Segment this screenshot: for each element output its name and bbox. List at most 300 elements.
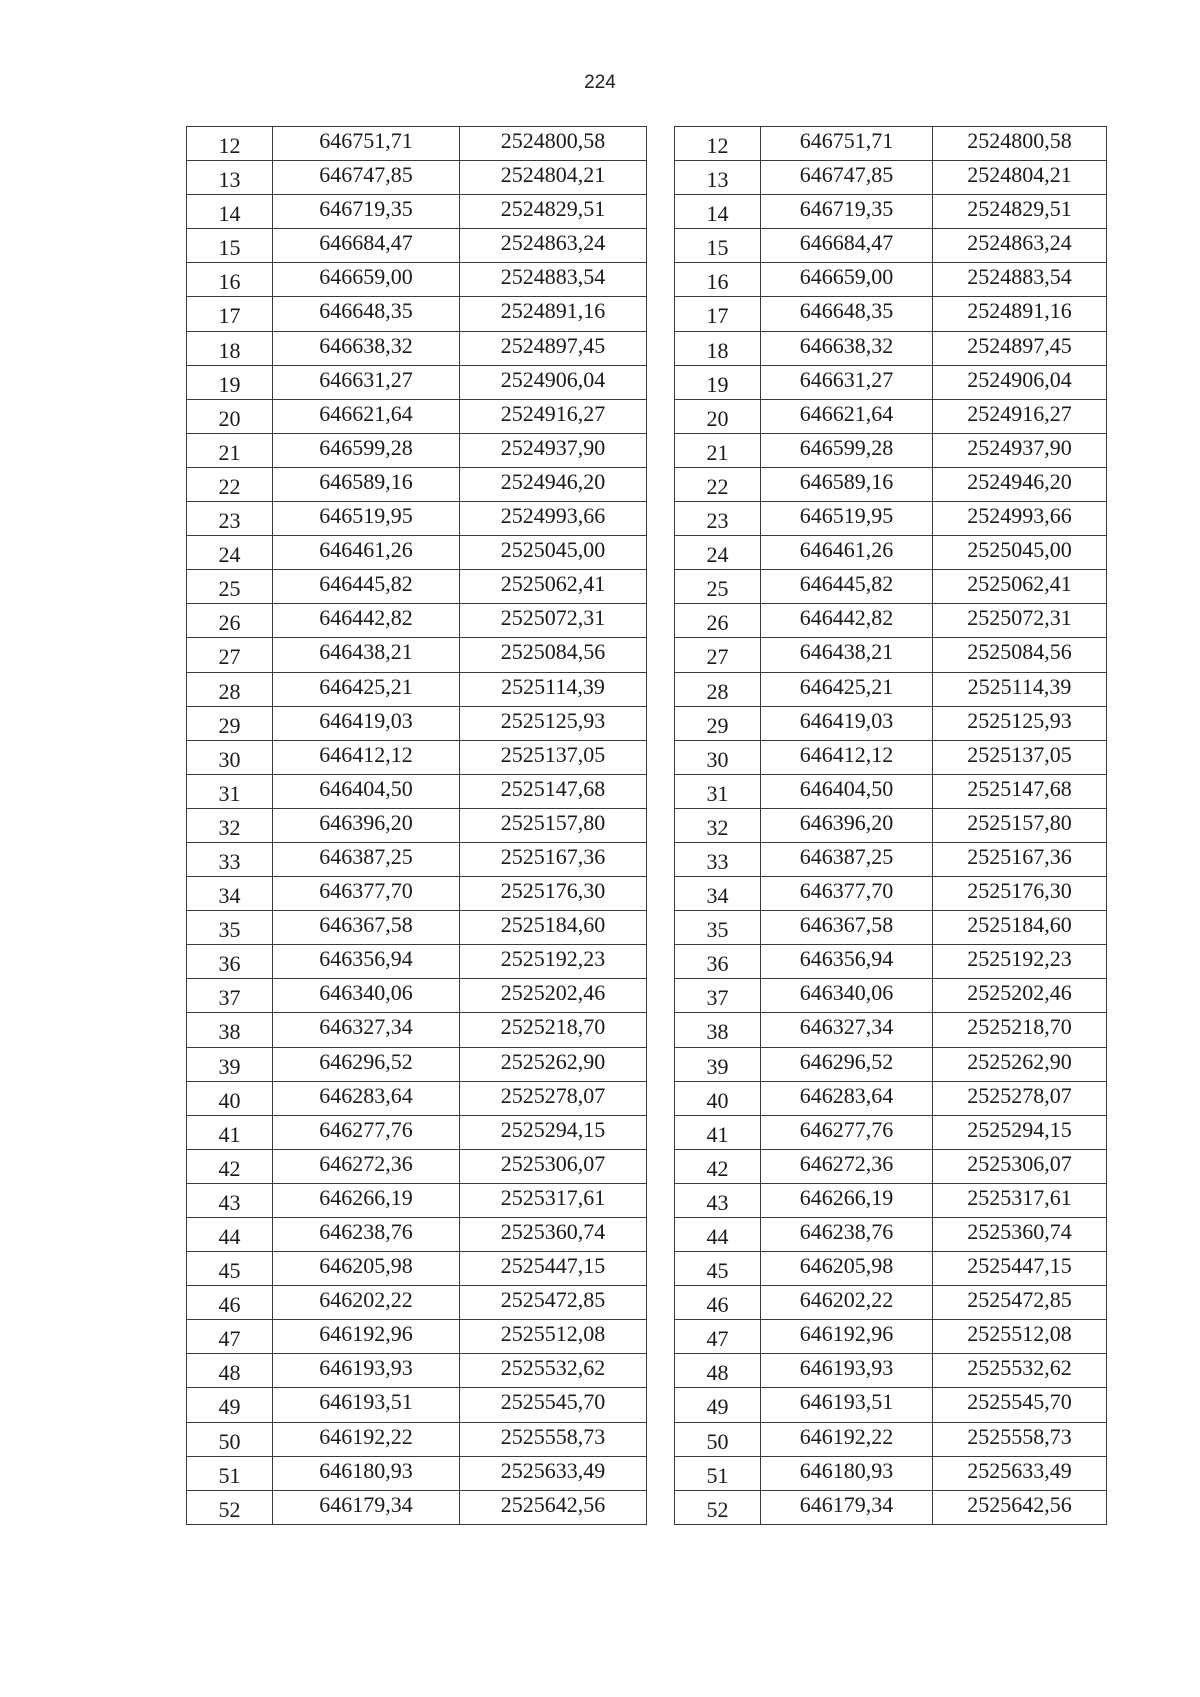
y-coordinate-cell: 2524804,21 [460,161,647,195]
x-coordinate-cell: 646238,76 [761,1218,933,1252]
x-coordinate-cell: 646193,51 [273,1388,460,1422]
y-coordinate-cell: 2524829,51 [460,195,647,229]
point-number-cell: 42 [675,1149,761,1183]
y-coordinate-cell: 2525045,00 [933,536,1107,570]
y-coordinate-cell: 2525512,08 [933,1320,1107,1354]
point-number-cell: 50 [675,1422,761,1456]
table-row [187,365,647,399]
x-coordinate-cell: 646192,96 [761,1320,933,1354]
table-row [675,1422,1107,1456]
x-coordinate-cell: 646356,94 [761,945,933,979]
point-number-cell: 20 [675,399,761,433]
point-number-cell: 35 [187,911,273,945]
table-row [675,536,1107,570]
x-coordinate-cell: 646277,76 [273,1115,460,1149]
table-row [187,1013,647,1047]
x-coordinate-cell: 646387,25 [761,842,933,876]
point-number-cell: 44 [187,1218,273,1252]
table-row [675,1286,1107,1320]
x-coordinate-cell: 646179,34 [761,1490,933,1524]
point-number-cell: 13 [675,161,761,195]
y-coordinate-cell: 2524937,90 [460,433,647,467]
y-coordinate-cell: 2524993,66 [933,502,1107,536]
table-row [187,1115,647,1149]
table-row [675,365,1107,399]
x-coordinate-cell: 646202,22 [273,1286,460,1320]
table-row [187,1252,647,1286]
table-row [187,229,647,263]
y-coordinate-cell: 2525084,56 [460,638,647,672]
x-coordinate-cell: 646296,52 [273,1047,460,1081]
point-number-cell: 49 [187,1388,273,1422]
x-coordinate-cell: 646519,95 [761,502,933,536]
table-row [187,1388,647,1422]
y-coordinate-cell: 2525137,05 [933,740,1107,774]
y-coordinate-cell: 2525167,36 [460,842,647,876]
point-number-cell: 45 [675,1252,761,1286]
y-coordinate-cell: 2524829,51 [933,195,1107,229]
y-coordinate-cell: 2525642,56 [460,1490,647,1524]
table-row [187,1218,647,1252]
y-coordinate-cell: 2525532,62 [933,1354,1107,1388]
x-coordinate-cell: 646327,34 [761,1013,933,1047]
y-coordinate-cell: 2525278,07 [460,1081,647,1115]
x-coordinate-cell: 646442,82 [761,604,933,638]
point-number-cell: 31 [187,774,273,808]
x-coordinate-cell: 646621,64 [761,399,933,433]
x-coordinate-cell: 646519,95 [273,502,460,536]
x-coordinate-cell: 646272,36 [273,1149,460,1183]
point-number-cell: 36 [675,945,761,979]
x-coordinate-cell: 646621,64 [273,399,460,433]
table-row [675,263,1107,297]
table-row [675,1456,1107,1490]
x-coordinate-cell: 646404,50 [273,774,460,808]
x-coordinate-cell: 646589,16 [273,467,460,501]
y-coordinate-cell: 2525184,60 [460,911,647,945]
y-coordinate-cell: 2525157,80 [933,808,1107,842]
point-number-cell: 21 [675,433,761,467]
x-coordinate-cell: 646659,00 [273,263,460,297]
point-number-cell: 40 [675,1081,761,1115]
x-coordinate-cell: 646599,28 [273,433,460,467]
y-coordinate-cell: 2524891,16 [460,297,647,331]
x-coordinate-cell: 646648,35 [273,297,460,331]
point-number-cell: 40 [187,1081,273,1115]
table-row [675,945,1107,979]
point-number-cell: 15 [187,229,273,263]
x-coordinate-cell: 646266,19 [761,1183,933,1217]
y-coordinate-cell: 2525202,46 [933,979,1107,1013]
y-coordinate-cell: 2525262,90 [933,1047,1107,1081]
table-row [187,706,647,740]
point-number-cell: 22 [675,467,761,501]
table-row [675,979,1107,1013]
x-coordinate-cell: 646202,22 [761,1286,933,1320]
x-coordinate-cell: 646296,52 [761,1047,933,1081]
y-coordinate-cell: 2525072,31 [460,604,647,638]
point-number-cell: 34 [187,877,273,911]
x-coordinate-cell: 646367,58 [761,911,933,945]
table-row [187,195,647,229]
y-coordinate-cell: 2525360,74 [460,1218,647,1252]
y-coordinate-cell: 2524897,45 [460,331,647,365]
point-number-cell: 14 [187,195,273,229]
table-row [675,1354,1107,1388]
table-row [187,1183,647,1217]
y-coordinate-cell: 2525447,15 [460,1252,647,1286]
point-number-cell: 38 [675,1013,761,1047]
y-coordinate-cell: 2525114,39 [933,672,1107,706]
point-number-cell: 32 [187,808,273,842]
point-number-cell: 46 [187,1286,273,1320]
point-number-cell: 21 [187,433,273,467]
point-number-cell: 14 [675,195,761,229]
x-coordinate-cell: 646425,21 [273,672,460,706]
table-row [675,1149,1107,1183]
x-coordinate-cell: 646356,94 [273,945,460,979]
point-number-cell: 47 [187,1320,273,1354]
table-row [187,740,647,774]
table-row [187,774,647,808]
table-row [675,1388,1107,1422]
table-row [675,1490,1107,1524]
point-number-cell: 28 [675,672,761,706]
point-number-cell: 24 [187,536,273,570]
x-coordinate-cell: 646751,71 [273,127,460,161]
point-number-cell: 30 [675,740,761,774]
y-coordinate-cell: 2525125,93 [460,706,647,740]
y-coordinate-cell: 2524804,21 [933,161,1107,195]
point-number-cell: 42 [187,1149,273,1183]
y-coordinate-cell: 2525532,62 [460,1354,647,1388]
table-row [187,127,647,161]
y-coordinate-cell: 2525512,08 [460,1320,647,1354]
y-coordinate-cell: 2525262,90 [460,1047,647,1081]
y-coordinate-cell: 2525167,36 [933,842,1107,876]
y-coordinate-cell: 2525072,31 [933,604,1107,638]
y-coordinate-cell: 2525633,49 [460,1456,647,1490]
coordinates-table-right-body [675,127,1107,1525]
table-row [187,808,647,842]
point-number-cell: 37 [187,979,273,1013]
x-coordinate-cell: 646461,26 [273,536,460,570]
table-row [187,1081,647,1115]
y-coordinate-cell: 2525278,07 [933,1081,1107,1115]
point-number-cell: 33 [675,842,761,876]
point-number-cell: 12 [187,127,273,161]
y-coordinate-cell: 2525472,85 [460,1286,647,1320]
y-coordinate-cell: 2524883,54 [460,263,647,297]
y-coordinate-cell: 2524906,04 [933,365,1107,399]
point-number-cell: 52 [675,1490,761,1524]
x-coordinate-cell: 646589,16 [761,467,933,501]
table-row [187,1456,647,1490]
x-coordinate-cell: 646419,03 [761,706,933,740]
point-number-cell: 41 [187,1115,273,1149]
table-row [675,570,1107,604]
table-row [675,297,1107,331]
x-coordinate-cell: 646684,47 [761,229,933,263]
table-row [187,1422,647,1456]
point-number-cell: 26 [187,604,273,638]
y-coordinate-cell: 2525306,07 [460,1149,647,1183]
point-number-cell: 39 [675,1047,761,1081]
x-coordinate-cell: 646377,70 [761,877,933,911]
y-coordinate-cell: 2524937,90 [933,433,1107,467]
y-coordinate-cell: 2525062,41 [460,570,647,604]
table-row [675,740,1107,774]
table-row [187,911,647,945]
table-row [675,1047,1107,1081]
table-row [675,467,1107,501]
y-coordinate-cell: 2525045,00 [460,536,647,570]
point-number-cell: 26 [675,604,761,638]
point-number-cell: 23 [675,502,761,536]
y-coordinate-cell: 2525545,70 [933,1388,1107,1422]
y-coordinate-cell: 2524891,16 [933,297,1107,331]
point-number-cell: 31 [675,774,761,808]
point-number-cell: 38 [187,1013,273,1047]
x-coordinate-cell: 646648,35 [761,297,933,331]
y-coordinate-cell: 2524916,27 [933,399,1107,433]
table-row [675,1115,1107,1149]
point-number-cell: 39 [187,1047,273,1081]
y-coordinate-cell: 2525294,15 [460,1115,647,1149]
y-coordinate-cell: 2525192,23 [933,945,1107,979]
y-coordinate-cell: 2525294,15 [933,1115,1107,1149]
table-row [187,672,647,706]
point-number-cell: 32 [675,808,761,842]
x-coordinate-cell: 646747,85 [761,161,933,195]
table-row [187,536,647,570]
page-number: 224 [584,72,616,93]
table-row [675,638,1107,672]
y-coordinate-cell: 2525184,60 [933,911,1107,945]
x-coordinate-cell: 646751,71 [761,127,933,161]
point-number-cell: 43 [187,1183,273,1217]
table-row [675,706,1107,740]
table-row [187,502,647,536]
x-coordinate-cell: 646396,20 [273,808,460,842]
table-row [675,1183,1107,1217]
y-coordinate-cell: 2525642,56 [933,1490,1107,1524]
x-coordinate-cell: 646192,22 [761,1422,933,1456]
x-coordinate-cell: 646404,50 [761,774,933,808]
x-coordinate-cell: 646387,25 [273,842,460,876]
x-coordinate-cell: 646367,58 [273,911,460,945]
x-coordinate-cell: 646461,26 [761,536,933,570]
y-coordinate-cell: 2525218,70 [933,1013,1107,1047]
x-coordinate-cell: 646599,28 [761,433,933,467]
point-number-cell: 44 [675,1218,761,1252]
table-row [675,808,1107,842]
point-number-cell: 24 [675,536,761,570]
x-coordinate-cell: 646684,47 [273,229,460,263]
table-row [675,604,1107,638]
table-row [187,1490,647,1524]
table-row [675,1013,1107,1047]
table-row [675,331,1107,365]
x-coordinate-cell: 646631,27 [273,365,460,399]
y-coordinate-cell: 2524883,54 [933,263,1107,297]
table-row [675,1320,1107,1354]
table-row [675,877,1107,911]
point-number-cell: 47 [675,1320,761,1354]
coordinates-table-left [186,126,647,1525]
table-row [187,399,647,433]
y-coordinate-cell: 2525137,05 [460,740,647,774]
point-number-cell: 34 [675,877,761,911]
x-coordinate-cell: 646283,64 [273,1081,460,1115]
y-coordinate-cell: 2525360,74 [933,1218,1107,1252]
y-coordinate-cell: 2524916,27 [460,399,647,433]
point-number-cell: 52 [187,1490,273,1524]
table-row [187,1286,647,1320]
y-coordinate-cell: 2524897,45 [933,331,1107,365]
point-number-cell: 18 [675,331,761,365]
y-coordinate-cell: 2525306,07 [933,1149,1107,1183]
y-coordinate-cell: 2525125,93 [933,706,1107,740]
point-number-cell: 19 [187,365,273,399]
x-coordinate-cell: 646438,21 [761,638,933,672]
x-coordinate-cell: 646396,20 [761,808,933,842]
x-coordinate-cell: 646719,35 [761,195,933,229]
x-coordinate-cell: 646377,70 [273,877,460,911]
y-coordinate-cell: 2524800,58 [460,127,647,161]
x-coordinate-cell: 646442,82 [273,604,460,638]
x-coordinate-cell: 646340,06 [273,979,460,1013]
y-coordinate-cell: 2525633,49 [933,1456,1107,1490]
y-coordinate-cell: 2525218,70 [460,1013,647,1047]
y-coordinate-cell: 2525147,68 [933,774,1107,808]
x-coordinate-cell: 646340,06 [761,979,933,1013]
table-row [675,502,1107,536]
x-coordinate-cell: 646425,21 [761,672,933,706]
y-coordinate-cell: 2525114,39 [460,672,647,706]
point-number-cell: 49 [675,1388,761,1422]
table-row [187,433,647,467]
point-number-cell: 29 [675,706,761,740]
table-row [187,1320,647,1354]
point-number-cell: 51 [675,1456,761,1490]
x-coordinate-cell: 646327,34 [273,1013,460,1047]
point-number-cell: 51 [187,1456,273,1490]
point-number-cell: 16 [187,263,273,297]
y-coordinate-cell: 2525317,61 [460,1183,647,1217]
point-number-cell: 20 [187,399,273,433]
y-coordinate-cell: 2525558,73 [460,1422,647,1456]
x-coordinate-cell: 646266,19 [273,1183,460,1217]
y-coordinate-cell: 2525202,46 [460,979,647,1013]
table-row [675,842,1107,876]
y-coordinate-cell: 2524906,04 [460,365,647,399]
table-row [187,842,647,876]
table-row [675,672,1107,706]
table-row [675,399,1107,433]
point-number-cell: 46 [675,1286,761,1320]
y-coordinate-cell: 2524946,20 [933,467,1107,501]
y-coordinate-cell: 2525558,73 [933,1422,1107,1456]
point-number-cell: 37 [675,979,761,1013]
y-coordinate-cell: 2524863,24 [933,229,1107,263]
table-row [675,774,1107,808]
x-coordinate-cell: 646193,51 [761,1388,933,1422]
point-number-cell: 28 [187,672,273,706]
x-coordinate-cell: 646719,35 [273,195,460,229]
point-number-cell: 29 [187,706,273,740]
coordinates-table-left-body [187,127,647,1525]
point-number-cell: 27 [675,638,761,672]
point-number-cell: 35 [675,911,761,945]
x-coordinate-cell: 646659,00 [761,263,933,297]
x-coordinate-cell: 646192,22 [273,1422,460,1456]
table-row [187,331,647,365]
x-coordinate-cell: 646412,12 [761,740,933,774]
table-row [675,433,1107,467]
y-coordinate-cell: 2524800,58 [933,127,1107,161]
point-number-cell: 30 [187,740,273,774]
point-number-cell: 13 [187,161,273,195]
y-coordinate-cell: 2525447,15 [933,1252,1107,1286]
y-coordinate-cell: 2525317,61 [933,1183,1107,1217]
x-coordinate-cell: 646193,93 [761,1354,933,1388]
y-coordinate-cell: 2525147,68 [460,774,647,808]
table-row [675,127,1107,161]
point-number-cell: 22 [187,467,273,501]
y-coordinate-cell: 2525472,85 [933,1286,1107,1320]
point-number-cell: 33 [187,842,273,876]
x-coordinate-cell: 646238,76 [273,1218,460,1252]
x-coordinate-cell: 646445,82 [273,570,460,604]
x-coordinate-cell: 646192,96 [273,1320,460,1354]
x-coordinate-cell: 646638,32 [761,331,933,365]
x-coordinate-cell: 646205,98 [273,1252,460,1286]
table-row [187,638,647,672]
x-coordinate-cell: 646205,98 [761,1252,933,1286]
point-number-cell: 16 [675,263,761,297]
y-coordinate-cell: 2525176,30 [460,877,647,911]
point-number-cell: 41 [675,1115,761,1149]
x-coordinate-cell: 646193,93 [273,1354,460,1388]
table-row [675,1081,1107,1115]
point-number-cell: 45 [187,1252,273,1286]
y-coordinate-cell: 2524993,66 [460,502,647,536]
table-row [187,467,647,501]
y-coordinate-cell: 2525084,56 [933,638,1107,672]
x-coordinate-cell: 646419,03 [273,706,460,740]
point-number-cell: 12 [675,127,761,161]
table-row [187,297,647,331]
point-number-cell: 18 [187,331,273,365]
y-coordinate-cell: 2525192,23 [460,945,647,979]
table-row [187,263,647,297]
table-row [187,877,647,911]
x-coordinate-cell: 646180,93 [273,1456,460,1490]
table-row [675,195,1107,229]
table-row [187,1354,647,1388]
point-number-cell: 25 [675,570,761,604]
y-coordinate-cell: 2525176,30 [933,877,1107,911]
point-number-cell: 27 [187,638,273,672]
table-row [187,1149,647,1183]
y-coordinate-cell: 2525157,80 [460,808,647,842]
point-number-cell: 36 [187,945,273,979]
x-coordinate-cell: 646277,76 [761,1115,933,1149]
x-coordinate-cell: 646412,12 [273,740,460,774]
point-number-cell: 25 [187,570,273,604]
point-number-cell: 48 [675,1354,761,1388]
